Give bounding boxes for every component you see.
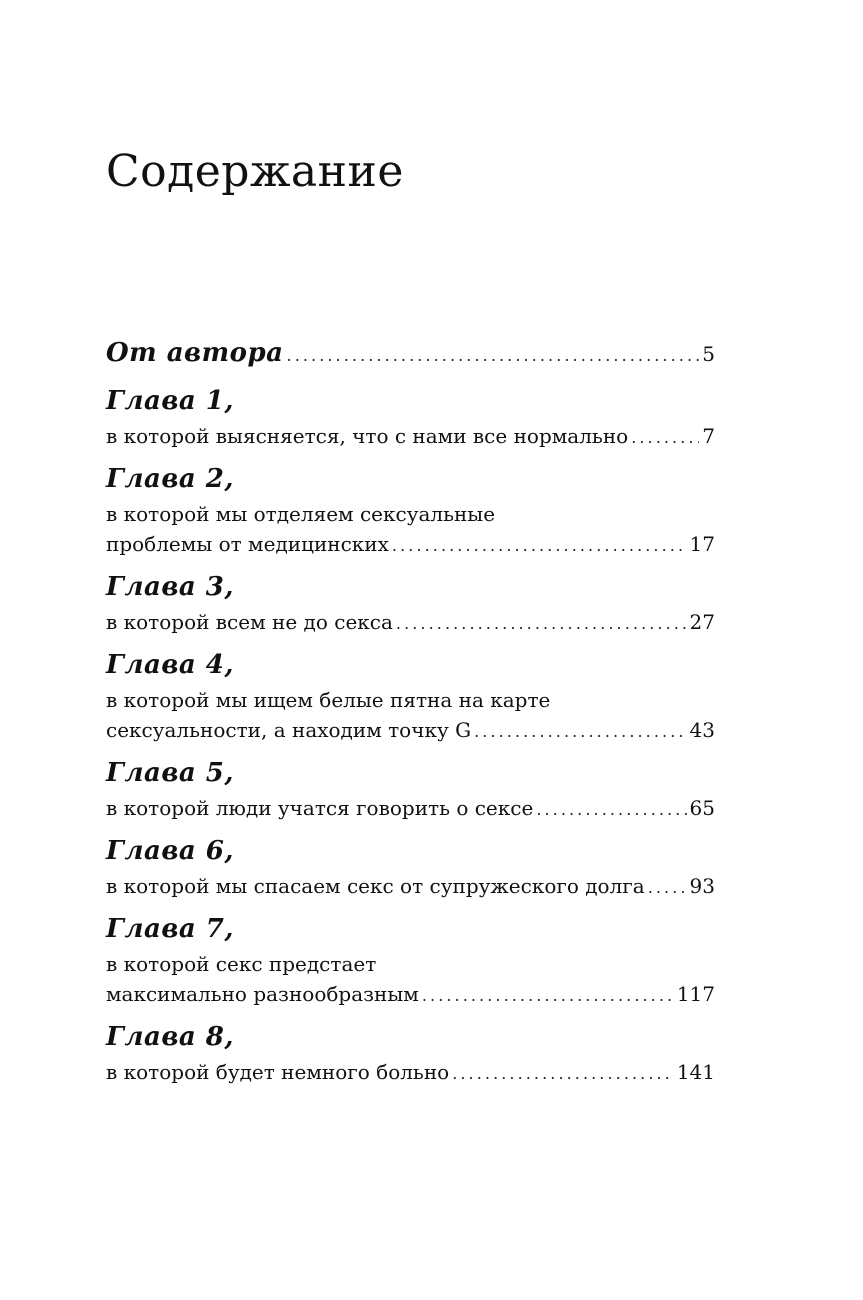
chapter-heading: Глава 4, [106, 650, 234, 680]
toc-row [106, 979, 715, 1009]
dot-leader [474, 717, 686, 747]
dot-leader [396, 609, 687, 639]
toc-entry-chapter-5 [106, 753, 715, 823]
table-of-contents [106, 333, 715, 1095]
chapter-heading: Глава 8, [106, 1022, 234, 1052]
toc-row [106, 607, 715, 637]
chapter-subtitle: в которой мы спасаем секс от супружеского долга [106, 874, 645, 898]
toc-entry-chapter-3 [106, 567, 715, 637]
chapter-subtitle: в которой мы ищем белые пятна на карте [106, 688, 551, 712]
book-page [106, 0, 715, 1300]
toc-entry-intro [106, 333, 715, 373]
toc-row [106, 715, 715, 745]
page-number: 93 [689, 874, 715, 898]
page-number: 117 [676, 982, 715, 1006]
chapter-subtitle: в которой будет немного больно [106, 1060, 450, 1084]
dot-leader [452, 1059, 674, 1089]
dot-leader [422, 981, 674, 1011]
dot-leader [648, 873, 687, 903]
dot-leader [536, 795, 686, 825]
chapter-subtitle: в которой люди учатся говорить о сексе [106, 796, 534, 820]
chapter-heading: Глава 5, [106, 758, 234, 788]
toc-entry-chapter-8 [106, 1017, 715, 1087]
toc-entry-chapter-6 [106, 831, 715, 901]
toc-entry-chapter-2 [106, 459, 715, 559]
page-number: 27 [689, 610, 715, 634]
toc-row [106, 1057, 715, 1087]
page-number: 65 [689, 796, 715, 820]
chapter-subtitle: в которой всем не до секса [106, 610, 393, 634]
chapter-heading: Глава 1, [106, 386, 234, 416]
toc-entry-chapter-7 [106, 909, 715, 1009]
toc-row [106, 871, 715, 901]
page-number: 43 [689, 718, 715, 742]
dot-leader [631, 423, 699, 453]
chapter-subtitle: в которой секс предстает [106, 952, 377, 976]
chapter-subtitle: в которой мы отделяем сексуальные [106, 502, 496, 526]
page-number: 141 [676, 1060, 715, 1084]
toc-entry-chapter-4 [106, 645, 715, 745]
dot-leader [287, 336, 700, 376]
toc-row [106, 333, 715, 373]
chapter-heading: Глава 6, [106, 836, 234, 866]
chapter-subtitle: в которой выясняется, что с нами все нормально [106, 424, 629, 448]
intro-title: От автора [106, 338, 284, 368]
toc-row [106, 529, 715, 559]
dot-leader [392, 531, 687, 561]
chapter-heading: Глава 2, [106, 464, 234, 494]
page-number: 5 [702, 342, 715, 366]
page-number: 17 [689, 532, 715, 556]
chapter-subtitle: максимально разнообразным [106, 982, 419, 1006]
chapter-subtitle: сексуальности, а находим точку G [106, 718, 472, 742]
chapter-subtitle: проблемы от медицинских [106, 532, 389, 556]
toc-entry-chapter-1 [106, 381, 715, 451]
page-number: 7 [702, 424, 715, 448]
page-title: Содержание [106, 146, 404, 197]
toc-row [106, 793, 715, 823]
toc-row [106, 421, 715, 451]
chapter-heading: Глава 7, [106, 914, 234, 944]
chapter-heading: Глава 3, [106, 572, 234, 602]
